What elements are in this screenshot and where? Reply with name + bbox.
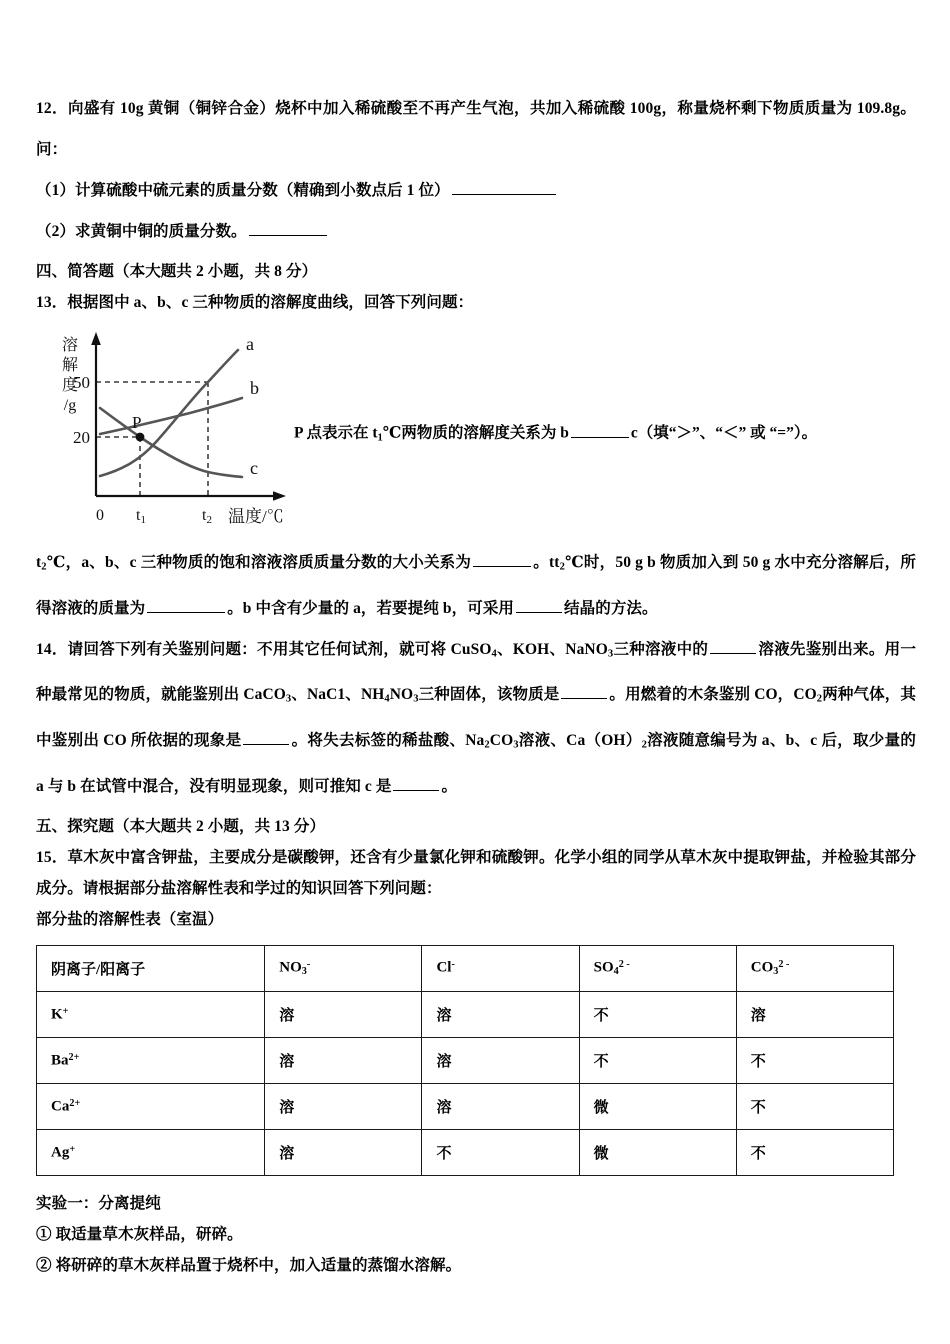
question-13-body: [36, 542, 916, 629]
caption-text-tail: c（填“＞”、“＜” 或 “=”）。: [630, 424, 818, 442]
table-cell-ion: [37, 1037, 265, 1083]
q14-sub-1: 4: [491, 648, 497, 660]
q14-seg-11: CO: [489, 732, 514, 750]
table-cell-value: 溶: [422, 1083, 579, 1129]
x-origin-label: 0: [96, 507, 104, 524]
table-header-cell-cl: [422, 945, 579, 991]
ion-text: K: [51, 1006, 63, 1023]
section-5-heading: 五、探究题（本大题共 2 小题，共 13 分）: [36, 817, 326, 835]
answer-blank[interactable]: [243, 729, 289, 745]
table-cell-value: 微: [579, 1083, 736, 1129]
y-tick-50: 50: [73, 373, 90, 392]
answer-blank[interactable]: [710, 638, 756, 654]
header-text: NO: [279, 959, 302, 976]
solubility-table-title: 部分盐的溶解性表（室温）: [36, 910, 224, 928]
y-axis-label-char-0: 溶: [61, 337, 79, 354]
caption-text-before: P 点表示在 t: [294, 424, 378, 442]
q14-sub-2: 3: [607, 648, 614, 660]
table-cell-value: 溶: [736, 991, 893, 1037]
curve-a: [100, 350, 238, 476]
t2-label-2: t: [554, 554, 560, 571]
header-charge: 2 -: [618, 959, 630, 971]
table-cell-value: 不: [736, 1037, 893, 1083]
page-content: [36, 88, 916, 1281]
header-subscript: 3: [773, 966, 779, 978]
question-13-figure-row: [36, 324, 916, 542]
q14-seg-9: 两种气体，其中鉴别出 CO 所依据的现象是: [36, 686, 916, 750]
curve-b: [100, 398, 242, 434]
q14-seg-6: NO: [389, 686, 414, 704]
x-tick-t2: t2: [202, 507, 212, 526]
table-row: [37, 1129, 894, 1175]
q14-seg-7: 三种固体，该物质是: [418, 686, 560, 704]
answer-blank[interactable]: [249, 220, 327, 236]
answer-blank[interactable]: [452, 179, 556, 195]
ion-charge: +: [62, 1005, 69, 1017]
answer-blank[interactable]: [473, 551, 531, 567]
ion-text: Ag: [51, 1144, 70, 1161]
question-14: [36, 629, 916, 807]
header-subscript: 4: [613, 966, 619, 978]
table-header-cell-no3: [265, 945, 422, 991]
table-cell-ion: [37, 991, 265, 1037]
table-cell-ion: [37, 1083, 265, 1129]
table-cell-ion: [37, 1129, 265, 1175]
answer-blank[interactable]: [393, 775, 439, 791]
table-cell-value: 溶: [265, 991, 422, 1037]
header-text: SO: [593, 959, 614, 976]
answer-blank[interactable]: [516, 597, 562, 613]
table-cell-value: 溶: [265, 1083, 422, 1129]
q14-seg-13: 溶液随意编号为 a、b、c 后，取少量的 a 与 b 在试管中混合，没有明显现象，则可推知 c 是: [36, 732, 916, 795]
q14-sub-5: 3: [413, 694, 419, 706]
experiment-1-step-2: ② 将研碎的草木灰样品置于烧杯中，加入适量的蒸馏水溶解。: [36, 1256, 462, 1274]
table-header-row: [37, 945, 894, 991]
q14-sub-7: 2: [484, 739, 490, 751]
table-cell-value: 溶: [422, 991, 579, 1037]
ion-charge: 2+: [69, 1097, 81, 1109]
t2-subscript-2: 2: [559, 561, 565, 573]
series-label-c: c: [250, 458, 258, 478]
answer-blank[interactable]: [147, 597, 225, 613]
q14-seg-1: 14．请回答下列有关鉴别问题：不用其它任何试剂，就可将 CuSO: [36, 640, 492, 658]
t2-label-1: t: [36, 554, 42, 571]
point-p-label: P: [132, 413, 142, 432]
table-row: [37, 991, 894, 1037]
table-cell-value: 不: [736, 1129, 893, 1175]
table-header-cell-co3: [736, 945, 893, 991]
table-cell-value: 溶: [265, 1129, 422, 1175]
question-13-body-c: ℃时，50 g b 物质加入到 50 g 水中充分溶解后，所得溶液的质量为: [36, 554, 916, 617]
section-4-heading: 四、简答题（本大题共 2 小题，共 8 分）: [36, 263, 318, 280]
q14-sub-8: 3: [513, 739, 519, 751]
question-13-body-a: ℃，a、b、c 三种物质的饱和溶液溶质质量分数的大小关系为: [46, 554, 472, 571]
q14-seg-14: 。: [441, 777, 458, 795]
q14-seg-12: 溶液、Ca（OH）: [518, 732, 642, 750]
experiment-1-title: 实验一：分离提纯: [36, 1194, 161, 1212]
table-cell-value: 溶: [422, 1037, 579, 1083]
table-header-cell-ion-axis: [37, 945, 265, 991]
question-15-stem: 15．草木灰中富含钾盐，主要成分是碳酸钾，还含有少量氯化钾和硫酸钾。化学小组的同学从草木灰中提取钾盐，并检验其部分成分。请根据部分盐溶解性表和学过的知识回答下列问题：: [36, 848, 916, 897]
q14-seg-2: 、KOH、NaNO: [496, 640, 608, 658]
answer-blank[interactable]: [571, 422, 629, 438]
question-12-part-2-text: （2）求黄铜中铜的质量分数。: [36, 223, 247, 240]
question-13-stem: 13．根据图中 a、b、c 三种物质的溶解度曲线，回答下列问题：: [36, 294, 474, 311]
question-13-body-e: 结晶的方法。: [564, 599, 658, 617]
q14-seg-3: 三种溶液中的: [613, 640, 709, 658]
question-13-body-b: 。t: [533, 554, 555, 571]
point-p-marker: [136, 433, 145, 442]
solubility-curve-chart: [44, 324, 314, 536]
table-cell-value: 不: [422, 1129, 579, 1175]
caption-subscript: 1: [377, 432, 383, 444]
q14-sub-3: 3: [285, 694, 292, 706]
header-charge: -: [306, 959, 311, 971]
question-12-stem: 12．向盛有 10g 黄铜（铜锌合金）烧杯中加入稀硫酸至不再产生气泡，共加入稀硫酸 100g，称量烧杯剩下物质质量为 109.8g。问：: [36, 100, 916, 158]
q14-seg-8: 。用燃着的木条鉴别 CO，CO: [609, 686, 817, 704]
header-charge: -: [451, 959, 455, 971]
q14-sub-9: 2: [641, 739, 647, 751]
question-12-part-2: [36, 211, 916, 252]
x-tick-t1: t1: [136, 507, 146, 526]
table-header: [37, 945, 894, 991]
t2-subscript-1: 2: [41, 561, 47, 573]
series-label-a: a: [246, 334, 254, 354]
q14-sub-6: 2: [816, 694, 823, 706]
question-12-part-1-text: （1）计算硫酸中硫元素的质量分数（精确到小数点后 1 位）: [36, 182, 450, 199]
table-cell-value: 不: [736, 1083, 893, 1129]
experiment-1-step-1: ① 取适量草木灰样品，研碎。: [36, 1225, 243, 1243]
q14-seg-10: 。将失去标签的稀盐酸、Na: [291, 732, 485, 750]
header-text: CO: [750, 959, 774, 976]
series-label-b: b: [250, 378, 259, 398]
table-body: [37, 991, 894, 1175]
table-row: [37, 1083, 894, 1129]
solubility-chart-svg: [44, 324, 314, 536]
y-tick-20: 20: [73, 428, 90, 447]
solubility-table: [36, 945, 894, 1176]
q14-seg-5: 、NaC1、NH: [291, 686, 385, 704]
question-13-caption: [294, 422, 924, 449]
y-axis-label-char-3: /g: [63, 397, 77, 414]
answer-blank[interactable]: [561, 684, 607, 700]
header-subscript: 3: [301, 966, 307, 978]
table-cell-value: 溶: [265, 1037, 422, 1083]
q14-sub-4: 4: [384, 694, 390, 706]
y-axis-label-char-2: 度: [61, 377, 79, 394]
question-12-part-1: [36, 170, 916, 211]
ion-text: Ca: [51, 1098, 70, 1115]
ion-charge: 2+: [68, 1051, 80, 1063]
caption-text-after: ℃两物质的溶解度关系为 b: [382, 424, 569, 442]
q14-seg-4: 溶液先鉴别出来。用一种最常见的物质，就能鉴别出 CaCO: [36, 640, 916, 704]
table-header-cell-so4: [579, 945, 736, 991]
table-cell-value: 不: [579, 991, 736, 1037]
header-text: Cl: [436, 959, 452, 976]
ion-charge: +: [69, 1143, 76, 1155]
table-row: [37, 1037, 894, 1083]
header-text: 阴离子/阳离子: [51, 961, 146, 978]
x-axis-label: 温度/℃: [228, 507, 284, 526]
table-cell-value: 微: [579, 1129, 736, 1175]
ion-text: Ba: [51, 1052, 69, 1069]
question-13-body-d: 。b 中含有少量的 a，若要提纯 b，可采用: [227, 599, 515, 617]
table-cell-value: 不: [579, 1037, 736, 1083]
y-axis-label-char-1: 解: [61, 357, 79, 374]
header-charge: 2 -: [778, 959, 790, 971]
